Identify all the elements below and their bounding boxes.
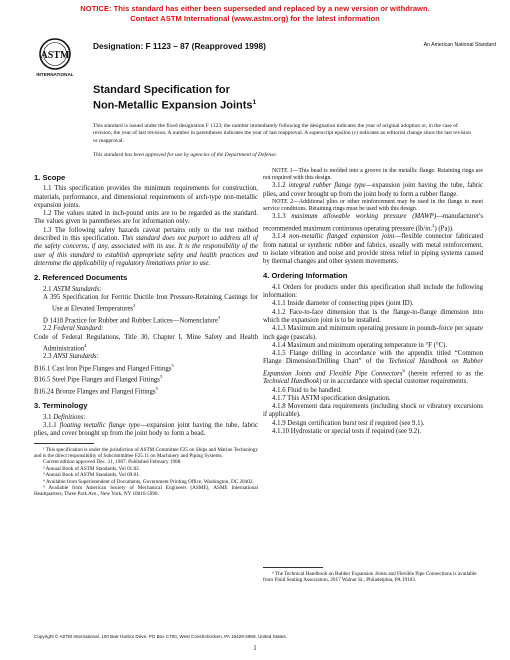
para-4-1-5: 4.1.5 Flange drilling in accordance with the appendix titled “Common Flange Dimension/Drilling Chart” of the Technical Handbook on Rubber Expansion Joints and Flexible Pipe Connectors$^6$ (herein referred to as the Technical Handbook) or in accordance with special customer requirements. (263, 350, 484, 386)
right-footnote-area (263, 563, 483, 584)
note-2: NOTE 2—Additional plies or other reinforcement may be used in the flange to meet service conditions. Retaining rings must be used with this design. (263, 199, 483, 213)
ref-b16-24: B16.24 Bronze Flanges and Flanged Fittings$^5$ (34, 385, 158, 396)
ref-b16-1: B16.1 Cast Iron Pipe Flanges and Flanged Fittings$^5$ (34, 362, 174, 372)
footnote-5: ⁵ Available from American Society of Mechanical Engineers (ASME), ASME International Headquarters, Three Park Ave., New York, NY 10016-5990. (34, 485, 258, 498)
para-4-1-10: 4.1.10 Hydrostatic or special tests if required (see 9.2). (272, 428, 422, 436)
left-column (34, 168, 258, 498)
para-4-1-3: 4.1.3 Maximum and minimum operating pressure in pounds-force per square inch gage (pascals). (263, 325, 483, 341)
para-2-3: 2.3 ANSI Standards: (43, 353, 99, 361)
withdrawal-notice (0, 4, 510, 24)
issuance-statement: This standard is issued under the fixed designation F 1123; the number immediately following the designation indicates the year of original adoption or, in the case of revision, the year of last revision. A number in parentheses indicates the year of last reapproval. A superscript epsilon (ε) indicates an editorial change since the last revision or reapproval. (93, 123, 472, 144)
american-national-standard-label: An American National Standard (423, 42, 496, 48)
para-3-1-3: 3.1.3 maximum allowable working pressure (MAWP)—manufacturer's recommended maximum continuous operating pressure (lb/in.$^2$) (Pa)). (263, 213, 483, 232)
ref-cfr: Code of Federal Regulations, Title 30, Chapter I, Mine Safety and Health Administration$^4$ (34, 333, 258, 353)
footnote-4: ⁴ Available from Superintendent of Documents, Government Printing Office, Washington, DC 20402. (43, 478, 254, 485)
para-3-1-2: 3.1.2 integral rubber flange type—expansion joint having the tube, fabric plies, and cover brought up from the joint body to form a rubber flange. (263, 182, 483, 198)
section-1-heading: 1. Scope (34, 173, 66, 182)
para-2-1: 2.1 ASTM Standards: (43, 285, 102, 293)
para-4-1-2: 4.1.2 Face-to-face dimension that is the flange-to-flange dimension into which the expansion joint is to be installed. (263, 308, 483, 324)
para-2-2: 2.2 Federal Standard: (43, 325, 104, 333)
astm-logo-icon (34, 36, 76, 78)
svg-text:ASTM: ASTM (40, 50, 70, 61)
svg-text:INTERNATIONAL: INTERNATIONAL (36, 72, 74, 77)
ref-a395: A 395 Specification for Ferritic Ductile Iron Pressure-Retaining Castings for Use at Elevated Temperatures$^2$ (43, 293, 258, 313)
notice-line-2: Contact ASTM International (www.astm.org) for the latest information (130, 14, 380, 23)
page-number: 1 (253, 645, 257, 652)
page-title (93, 84, 256, 112)
notice-line-1: NOTICE: This standard has either been superseded and replaced by a new version or withdrawn. (80, 4, 430, 13)
designation: Designation: F 1123 – 87 (Reapproved 1998) (93, 41, 266, 51)
para-4-1-6: 4.1.6 Fluid to be handled. (272, 386, 342, 394)
copyright-line: Copyright © ASTM International, 100 Barr Harbor Drive, PO Box C700, West Conshohocken, PA 19428-2959, United States. (34, 634, 287, 639)
ref-d1418: D 1418 Practice for Rubber and Rubber Latices—Nomenclature$^3$ (43, 314, 221, 324)
section-2-heading: 2. Referenced Documents (34, 273, 128, 283)
para-4-1: 4.1 Orders for products under this specification shall include the following information: (263, 283, 483, 300)
ref-b16-5: B16.5 Steel Pipe Flanges and Flanged Fittings$^5$ (34, 374, 163, 384)
para-4-1-7: 4.1.7 This ASTM specification designation. (272, 394, 391, 402)
footnote-divider (34, 443, 94, 444)
note-1: NOTE 1—This bead is molded into a groove in the metallic flange. Retaining rings are not required with this design. (263, 168, 483, 182)
footnote-divider-right (263, 567, 323, 568)
title-line-1: Standard Specification for (93, 84, 230, 96)
dod-approval-statement: This standard has been approved for use by agencies of the Department of Defense. (93, 152, 278, 158)
para-4-1-4: 4.1.4 Maximum and minimum operating temperature in °F (°C). (272, 341, 448, 349)
footnote-3: ³ Annual Book of ASTM Standards, Vol 09.01. (43, 472, 141, 479)
para-1-1: 1.1 This specification provides the minimum requirements for construction, materials, performance, and dimensional requirements of arch-type non-metallic expansion joints. (34, 185, 258, 209)
para-3-1: 3.1 Definitions: (43, 413, 86, 421)
right-column (263, 168, 483, 436)
section-3-heading: 3. Terminology (34, 401, 88, 411)
section-4-heading: 4. Ordering Information (263, 271, 348, 281)
footnote-1: ¹ This specification is under the jurisdiction of ASTM Committee F25 on Ships and Marine Technology and is the direct responsibility of Subcommittee F25.11 on Machinery and Piping Systems. (34, 446, 258, 460)
para-1-2: 1.2 The values stated in inch-pound units are to be regarded as the standard. The values given in parentheses are for information only. (34, 210, 258, 226)
footnote-6: ⁶ The Technical Handbook on Rubber Expansion Joints and Flexible Pipe Connections is available from Fluid Sealing Association, 2017 Walnut St., Philadelphia, PA 19103. (263, 571, 477, 584)
para-4-1-8: 4.1.8 Movement data requirements (including shock or vibratory excursions if applicable). (263, 403, 483, 419)
para-3-1-4: 3.1.4 non-metallic flanged expansion joint—flexible connector fabricated from natural or synthetic rubber and fabrics, usually with metal reinforcement, to isolate vibration and noise and provide stress relief in piping systems caused by thermal changes and other system movements. (263, 233, 484, 266)
para-1-3: 1.3 The following safety hazards caveat pertains only to the test method described in this specification. This standard does not purport to address all of the safety concerns, if any, associated with its use. It is the responsibility of the user of this standard to establish appropriate safety and health practices and determine the applicability of regulatory limitations prior to use. (34, 226, 259, 267)
para-3-1-1: 3.1.1 floating metallic flange type—expansion joint having the tube, fabric plies, and cover brought up from the joint body to form a bead. (34, 422, 259, 438)
footnote-2: ² Annual Book of ASTM Standards, Vol 01.02. (43, 465, 141, 472)
title-line-2: Non-Metallic Expansion Joints$^1$ (93, 98, 257, 112)
para-4-1-9: 4.1.9 Design certification burst test if required (see 9.1). (272, 419, 425, 427)
footnote-1-edition: Current edition approved Dec. 31, 1987. Published February 1988. (43, 459, 182, 466)
para-4-1-1: 4.1.1 Inside diameter of connecting pipes (joint ID). (272, 300, 414, 308)
